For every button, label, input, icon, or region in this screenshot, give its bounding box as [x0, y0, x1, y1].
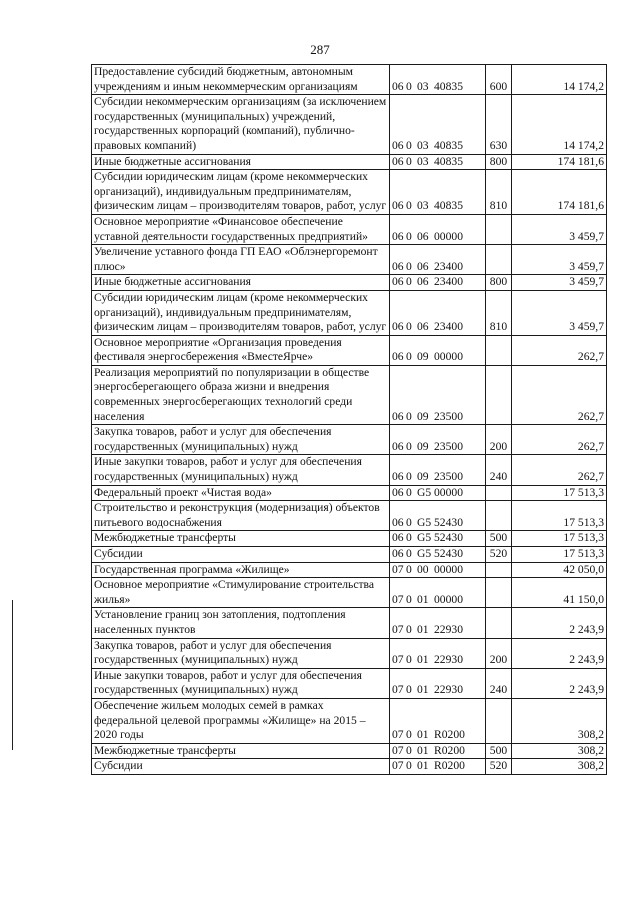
row-target-code [390, 668, 486, 698]
code-part: 0 [406, 259, 412, 273]
code-part: 06 [392, 275, 404, 289]
row-name: Иные закупки товаров, работ и услуг для обеспечения государственных (муниципальных) нужд [92, 668, 390, 698]
table-row [92, 547, 607, 563]
code-part: 01 [417, 683, 429, 697]
code-part: 0 [406, 138, 412, 152]
row-target-code [390, 425, 486, 455]
row-name: Увеличение уставного фонда ГП ЕАО «Облэнергоремонт плюс» [92, 245, 390, 275]
code-part: 03 [417, 79, 429, 93]
row-expense-type: 200 [486, 638, 512, 668]
row-name: Иные бюджетные ассигнования [92, 275, 390, 291]
code-part: 06 [392, 259, 404, 273]
row-expense-type [486, 562, 512, 578]
code-part: 00000 [434, 350, 463, 364]
row-name: Предоставление субсидий бюджетным, автономным учреждениям и иным некоммерческим организациям [92, 65, 390, 95]
code-part: 06 [392, 409, 404, 423]
row-expense-type [486, 698, 512, 743]
row-target-code [390, 547, 486, 563]
row-target-code [390, 154, 486, 170]
code-part: 0 [406, 320, 412, 334]
code-part: 22930 [434, 653, 463, 667]
code-part: R0200 [434, 743, 465, 757]
code-part: 07 [392, 683, 404, 697]
row-expense-type: 800 [486, 154, 512, 170]
code-part: 07 [392, 759, 404, 773]
row-expense-type [486, 365, 512, 424]
code-part: 23400 [434, 275, 463, 289]
row-name: Иные бюджетные ассигнования [92, 154, 390, 170]
table-row [92, 275, 607, 291]
row-amount: 174 181,6 [512, 154, 607, 170]
row-target-code [390, 759, 486, 775]
row-name: Основное мероприятие «Финансовое обеспечение уставной деятельности государственных предприятий» [92, 214, 390, 244]
row-amount: 3 459,7 [512, 214, 607, 244]
code-part: 01 [417, 759, 429, 773]
row-target-code [390, 638, 486, 668]
row-target-code [390, 531, 486, 547]
code-part: 00000 [434, 592, 463, 606]
row-amount: 42 050,0 [512, 562, 607, 578]
row-name: Закупка товаров, работ и услуг для обеспечения государственных (муниципальных) нужд [92, 425, 390, 455]
row-target-code [390, 562, 486, 578]
row-amount: 2 243,9 [512, 608, 607, 638]
row-name: Основное мероприятие «Стимулирование строительства жилья» [92, 578, 390, 608]
code-part: 52430 [434, 547, 463, 560]
code-part: R0200 [434, 759, 465, 773]
row-expense-type: 200 [486, 425, 512, 455]
code-part: 0 [406, 562, 412, 576]
code-part: 40835 [434, 79, 463, 93]
code-part: G5 [417, 485, 432, 499]
table-row [92, 154, 607, 170]
code-part: 09 [417, 470, 429, 484]
row-expense-type: 810 [486, 170, 512, 215]
code-part: 23500 [434, 439, 463, 453]
code-part: 00 [417, 562, 429, 576]
code-part: 00000 [434, 562, 463, 576]
row-expense-type [486, 335, 512, 365]
table-row [92, 455, 607, 485]
row-expense-type: 630 [486, 95, 512, 154]
row-name: Субсидии [92, 759, 390, 775]
table-row [92, 365, 607, 424]
table-row [92, 290, 607, 335]
row-target-code [390, 170, 486, 215]
table-row [92, 638, 607, 668]
code-part: 0 [406, 592, 412, 606]
code-part: 0 [406, 515, 412, 529]
row-name: Субсидии [92, 547, 390, 563]
code-part: 23500 [434, 409, 463, 423]
table-row [92, 485, 607, 501]
row-amount: 3 459,7 [512, 275, 607, 291]
code-part: 01 [417, 622, 429, 636]
page-number: 287 [310, 42, 330, 57]
row-name: Иные закупки товаров, работ и услуг для обеспечения государственных (муниципальных) нужд [92, 455, 390, 485]
code-part: 09 [417, 439, 429, 453]
row-expense-type: 500 [486, 531, 512, 547]
row-name: Федеральный проект «Чистая вода» [92, 485, 390, 501]
table-row [92, 214, 607, 244]
budget-table [91, 64, 607, 775]
row-amount: 17 513,3 [512, 485, 607, 501]
code-part: 06 [417, 275, 429, 289]
code-part: 0 [406, 350, 412, 364]
row-target-code [390, 501, 486, 531]
row-amount: 41 150,0 [512, 578, 607, 608]
row-name: Межбюджетные трансферты [92, 743, 390, 759]
table-row [92, 668, 607, 698]
code-part: 52430 [434, 531, 463, 545]
code-part: 00000 [434, 229, 463, 243]
row-amount: 14 174,2 [512, 95, 607, 154]
code-part: 01 [417, 592, 429, 606]
table-row [92, 170, 607, 215]
code-part: 40835 [434, 138, 463, 152]
code-part: 06 [392, 199, 404, 213]
code-part: 03 [417, 199, 429, 213]
row-target-code [390, 455, 486, 485]
code-part: 06 [417, 229, 429, 243]
code-part: 40835 [434, 154, 463, 168]
code-part: 0 [406, 470, 412, 484]
row-amount: 17 513,3 [512, 501, 607, 531]
row-name: Государственная программа «Жилище» [92, 562, 390, 578]
row-target-code [390, 214, 486, 244]
row-target-code [390, 365, 486, 424]
code-part: 06 [392, 138, 404, 152]
code-part: 06 [392, 79, 404, 93]
row-amount: 2 243,9 [512, 638, 607, 668]
row-target-code [390, 290, 486, 335]
row-name: Межбюджетные трансферты [92, 531, 390, 547]
row-expense-type: 500 [486, 743, 512, 759]
code-part: 06 [392, 515, 404, 529]
code-part: 0 [406, 683, 412, 697]
code-part: G5 [417, 515, 432, 529]
code-part: 06 [392, 439, 404, 453]
code-part: 22930 [434, 622, 463, 636]
row-expense-type: 810 [486, 290, 512, 335]
table-row [92, 743, 607, 759]
code-part: 00000 [434, 485, 463, 499]
table-row [92, 95, 607, 154]
margin-scan-line [12, 600, 13, 750]
code-part: 23500 [434, 470, 463, 484]
row-amount: 308,2 [512, 759, 607, 775]
code-part: 0 [406, 531, 412, 545]
code-part: 0 [406, 154, 412, 168]
code-part: 52430 [434, 515, 463, 529]
code-part: 0 [406, 622, 412, 636]
code-part: 06 [392, 154, 404, 168]
code-part: 01 [417, 653, 429, 667]
code-part: 06 [392, 485, 404, 499]
code-part: 03 [417, 138, 429, 152]
row-target-code [390, 743, 486, 759]
table-row [92, 335, 607, 365]
row-expense-type: 600 [486, 65, 512, 95]
code-part: 06 [392, 320, 404, 334]
code-part: 07 [392, 562, 404, 576]
code-part: 0 [406, 275, 412, 289]
row-target-code [390, 578, 486, 608]
row-name: Субсидии юридическим лицам (кроме некоммерческих организаций), индивидуальным предпринимателям, физическим лицам – производителям товаров, работ, услуг [92, 170, 390, 215]
table-row [92, 245, 607, 275]
table-row [92, 698, 607, 743]
code-part: 0 [406, 485, 412, 499]
code-part: 09 [417, 409, 429, 423]
code-part: 07 [392, 743, 404, 757]
code-part: 07 [392, 622, 404, 636]
row-amount: 262,7 [512, 425, 607, 455]
code-part: 40835 [434, 199, 463, 213]
row-expense-type: 800 [486, 275, 512, 291]
code-part: 0 [406, 199, 412, 213]
row-target-code [390, 335, 486, 365]
table-row [92, 562, 607, 578]
code-part: 01 [417, 728, 429, 742]
row-expense-type [486, 608, 512, 638]
code-part: 0 [406, 439, 412, 453]
row-expense-type [486, 501, 512, 531]
row-target-code [390, 698, 486, 743]
code-part: 0 [406, 653, 412, 667]
code-part: 22930 [434, 683, 463, 697]
code-part: 06 [392, 350, 404, 364]
row-amount: 262,7 [512, 365, 607, 424]
row-amount: 3 459,7 [512, 290, 607, 335]
row-amount: 262,7 [512, 335, 607, 365]
code-part: 23400 [434, 320, 463, 334]
code-part: 06 [417, 320, 429, 334]
row-target-code [390, 608, 486, 638]
row-target-code [390, 485, 486, 501]
row-expense-type: 240 [486, 668, 512, 698]
code-part: 07 [392, 728, 404, 742]
row-target-code [390, 65, 486, 95]
code-part: G5 [417, 547, 432, 560]
code-part: R0200 [434, 728, 465, 742]
row-name: Субсидии юридическим лицам (кроме некоммерческих организаций), индивидуальным предпринимателям, физическим лицам – производителям товаров, работ, услуг [92, 290, 390, 335]
row-expense-type [486, 578, 512, 608]
table-row [92, 759, 607, 775]
table-row [92, 608, 607, 638]
row-target-code [390, 95, 486, 154]
row-amount: 308,2 [512, 743, 607, 759]
row-amount: 14 174,2 [512, 65, 607, 95]
table-row [92, 531, 607, 547]
code-part: 06 [392, 547, 404, 560]
table-row [92, 425, 607, 455]
table-row [92, 578, 607, 608]
code-part: 0 [406, 743, 412, 757]
code-part: 06 [392, 229, 404, 243]
row-amount: 17 513,3 [512, 547, 607, 563]
row-amount: 3 459,7 [512, 245, 607, 275]
table-row [92, 65, 607, 95]
code-part: 09 [417, 350, 429, 364]
row-name: Основное мероприятие «Организация проведения фестиваля энергосбережения «ВместеЯрче» [92, 335, 390, 365]
code-part: 01 [417, 743, 429, 757]
row-expense-type: 520 [486, 547, 512, 563]
row-name: Реализация мероприятий по популяризации в обществе энергосберегающего образа жизни и внедрения современных энергосберегающих технологий среди населения [92, 365, 390, 424]
code-part: 0 [406, 79, 412, 93]
row-target-code [390, 275, 486, 291]
row-name: Закупка товаров, работ и услуг для обеспечения государственных (муниципальных) нужд [92, 638, 390, 668]
row-target-code [390, 245, 486, 275]
code-part: 0 [406, 409, 412, 423]
row-name: Субсидии некоммерческим организациям (за исключением государственных (муниципальных) учреждений, государственных корпораций (компаний), публично-правовых компаний) [92, 95, 390, 154]
row-amount: 2 243,9 [512, 668, 607, 698]
code-part: 07 [392, 653, 404, 667]
code-part: 23400 [434, 259, 463, 273]
code-part: 03 [417, 154, 429, 168]
row-amount: 262,7 [512, 455, 607, 485]
code-part: 0 [406, 547, 412, 560]
code-part: G5 [417, 531, 432, 545]
row-name: Установление границ зон затопления, подтопления населенных пунктов [92, 608, 390, 638]
row-expense-type: 520 [486, 759, 512, 775]
code-part: 0 [406, 759, 412, 773]
code-part: 06 [392, 470, 404, 484]
row-expense-type: 240 [486, 455, 512, 485]
row-name: Строительство и реконструкция (модернизация) объектов питьевого водоснабжения [92, 501, 390, 531]
row-expense-type [486, 485, 512, 501]
row-expense-type [486, 214, 512, 244]
code-part: 0 [406, 229, 412, 243]
code-part: 06 [417, 259, 429, 273]
table-row [92, 501, 607, 531]
code-part: 0 [406, 728, 412, 742]
code-part: 07 [392, 592, 404, 606]
budget-table-body [92, 65, 607, 775]
code-part: 06 [392, 531, 404, 545]
row-expense-type [486, 245, 512, 275]
row-amount: 17 513,3 [512, 531, 607, 547]
row-name: Обеспечение жильем молодых семей в рамках федеральной целевой программы «Жилище» на 2015 – 2020 годы [92, 698, 390, 743]
row-amount: 308,2 [512, 698, 607, 743]
row-amount: 174 181,6 [512, 170, 607, 215]
